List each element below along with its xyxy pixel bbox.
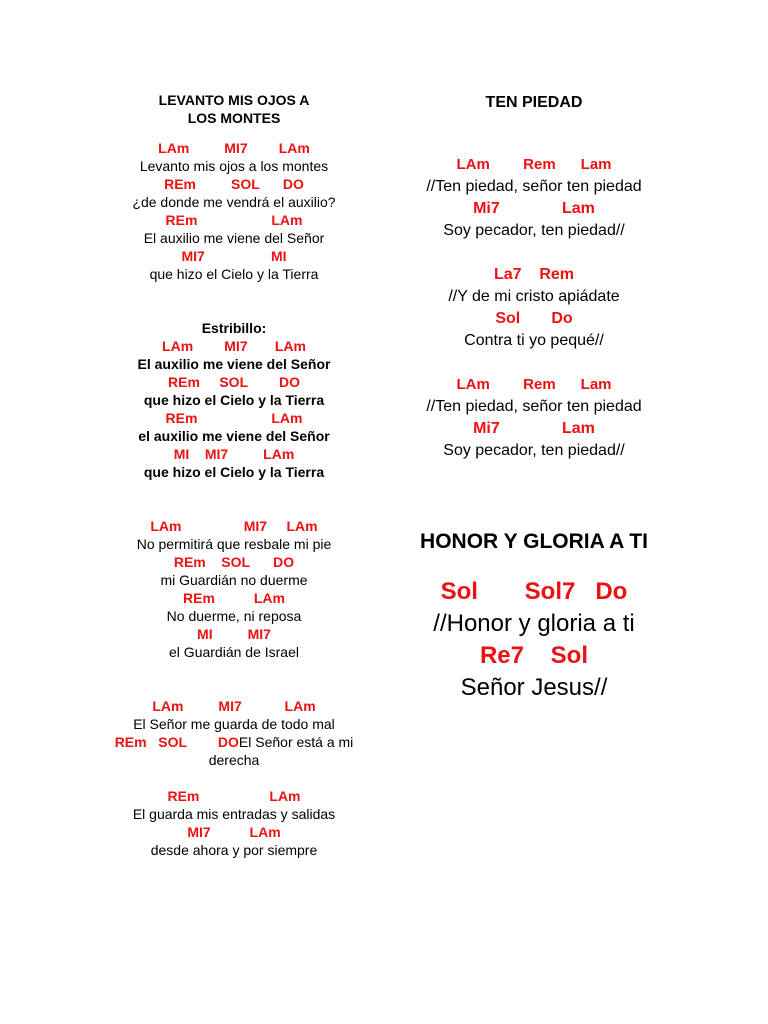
chord-line: LAm MI7 LAm: [152, 698, 316, 714]
chord-line: MI7 MI: [181, 248, 287, 264]
lyric-line: //Ten piedad, señor ten piedad: [426, 178, 642, 195]
lyric-line: //Honor y gloria a ti: [433, 610, 635, 637]
chord-line: La7 Rem: [493, 266, 575, 283]
chord-line: MI7 LAm: [187, 824, 281, 840]
lyric-line: Señor Jesus//: [460, 674, 608, 701]
chord-line: Re7 Sol: [479, 642, 589, 669]
chord-line: LAm MI7 LAm: [158, 140, 310, 156]
chord-line: REm SOL DO: [164, 176, 304, 192]
chord-line: LAm MI7 LAm: [162, 338, 306, 354]
chord-line: Mi7 Lam: [473, 420, 595, 437]
song-title: TEN PIEDAD: [485, 94, 583, 111]
lyric-line: mi Guardián no duerme: [160, 572, 308, 588]
lyric-line: //Y de mi cristo apiádate: [448, 288, 620, 305]
chord-line: REm LAm: [165, 212, 303, 228]
mixed-chord-lyric-line: [100, 733, 368, 751]
chord-line: LAm MI7 LAm: [150, 518, 318, 534]
lyric-line: desde ahora y por siempre: [150, 842, 318, 858]
song-ten-piedad: [400, 0, 668, 704]
chord-line: LAm Rem Lam: [456, 156, 612, 173]
chorus-label: Estribillo:: [201, 320, 267, 336]
chord-line: REm LAm: [165, 410, 303, 426]
chorus-lyric-line: que hizo el Cielo y la Tierra: [143, 464, 325, 480]
lyric-line: El guarda mis entradas y salidas: [132, 806, 336, 822]
chord-line: LAm Rem Lam: [456, 376, 612, 393]
chorus-lyric-line: El auxilio me viene del Señor: [137, 356, 331, 372]
chord-line: MI MI7 LAm: [173, 446, 295, 462]
chord-line: REm SOL DO: [168, 374, 300, 390]
chord-line: Sol Sol7 Do: [440, 578, 628, 605]
lyric-line: No permitirá que resbale mi pie: [136, 536, 332, 552]
lyric-line: ¿de donde me vendrá el auxilio?: [132, 194, 336, 210]
lyric-line: Soy pecador, ten piedad//: [443, 442, 625, 459]
chord-line: REm SOL DO: [173, 554, 295, 570]
lyric-line: Soy pecador, ten piedad//: [443, 222, 625, 239]
chord-line: REm SOL DO: [114, 734, 239, 750]
lyric-line: El Señor me guarda de todo mal: [133, 716, 335, 732]
lyric-line: Contra ti yo pequé//: [464, 332, 604, 349]
chord-line: Mi7 Lam: [473, 200, 595, 217]
chord-line: REm LAm: [183, 590, 285, 606]
lyric-line: No duerme, ni reposa: [166, 608, 302, 624]
song-title-line1: LEVANTO MIS OJOS A: [158, 92, 310, 108]
chorus-lyric-line: el auxilio me viene del Señor: [138, 428, 330, 444]
song-levanto-mis-ojos: [100, 0, 368, 859]
chorus-lyric-line: que hizo el Cielo y la Tierra: [143, 392, 325, 408]
song-title-honor: HONOR Y GLORIA A TI: [420, 530, 648, 553]
song-title-line2: LOS MONTES: [187, 110, 281, 126]
lyric-line: que hizo el Cielo y la Tierra: [149, 266, 319, 282]
lyric-line: El auxilio me viene del Señor: [143, 230, 325, 246]
lyric-line: El Señor está a mi: [238, 734, 354, 750]
lyric-line: Levanto mis ojos a los montes: [139, 158, 329, 174]
lyric-line: derecha: [208, 752, 260, 768]
lyric-line: el Guardián de Israel: [169, 644, 299, 660]
chord-line: MI MI7: [197, 626, 271, 642]
chord-line: REm LAm: [167, 788, 301, 804]
lyric-line: //Ten piedad, señor ten piedad: [426, 398, 642, 415]
chord-line: Sol Do: [495, 310, 573, 327]
